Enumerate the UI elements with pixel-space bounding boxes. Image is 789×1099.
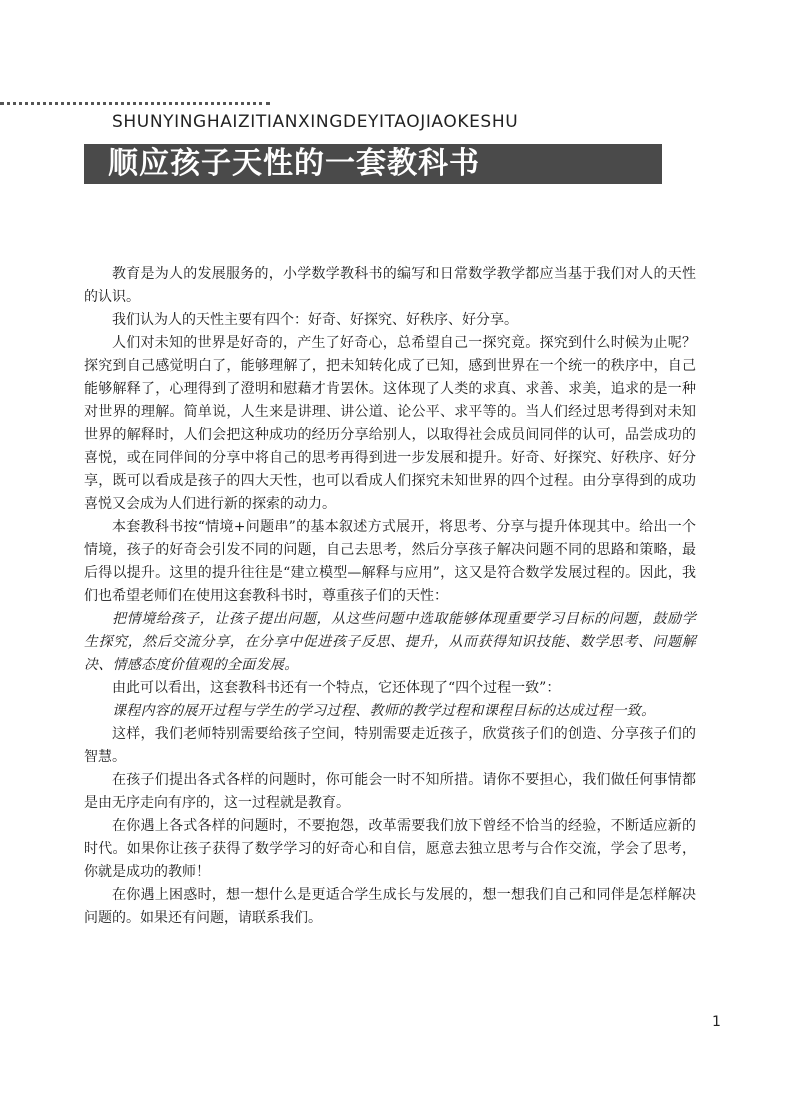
paragraph: 我们认为人的天性主要有四个：好奇、好探究、好秩序、好分享。 [112, 312, 518, 328]
paragraph-emphasis: 课程内容的展开过程与学生的学习过程、教师的教学过程和课程目标的达成过程一致。 [112, 703, 656, 719]
paragraph: 在孩子们提出各式各样的问题时，你可能会一时不知所措。请你不要担心，我们做任何事情都是由无序走向有序的，这一过程就是教育。 [84, 772, 696, 811]
paragraph: 在你遇上困惑时，想一想什么是更适合学生成长与发展的，想一想我们自己和同伴是怎样解决问题的。如果还有问题，请联系我们。 [84, 887, 696, 926]
dotted-rule [0, 102, 270, 105]
paragraph: 本套教科书按“情境+问题串”的基本叙述方式展开，将思考、分享与提升体现其中。给出一个情境，孩子的好奇会引发不同的问题，自己去思考，然后分享孩子解决问题不同的思路和策略，最后得以提升。这里的提升往往是“建立模型—解释与应用”，这又是符合数学发展过程的。因此，我们也希望老师们在使用这套教科书时，尊重孩子们的天性： [84, 519, 696, 604]
paragraph: 在你遇上各式各样的问题时，不要抱怨，改革需要我们放下曾经不恰当的经验，不断适应新的时代。如果你让孩子获得了数学学习的好奇心和自信，愿意去独立思考与合作交流，学会了思考，你就是成功的教师！ [84, 818, 696, 880]
paragraph: 这样，我们老师特别需要给孩子空间，特别需要走近孩子，欣赏孩子们的创造、分享孩子们的智慧。 [84, 726, 696, 765]
page-title: 顺应孩子天性的一套教科书 [108, 146, 480, 181]
paragraph: 人们对未知的世界是好奇的，产生了好奇心，总希望自己一探究竟。探究到什么时候为止呢？探究到自己感觉明白了，能够理解了，把未知转化成了已知，感到世界在一个统一的秩序中，自己能够解释了，心理得到了澄明和慰藉才肯罢休。这体现了人类的求真、求善、求美，追求的是一种对世界的理解。简单说，人生来是讲理、讲公道、论公平、求平等的。当人们经过思考得到对未知世界的解释时，人们会把这种成功的经历分享给别人，以取得社会成员间同伴的认可，品尝成功的喜悦，或在同伴间的分享中将自己的思考再得到进一步发展和提升。好奇、好探究、好秩序、好分享，既可以看成是孩子的四大天性，也可以看成人们探究未知世界的四个过程。由分享得到的成功喜悦又会成为人们进行新的探索的动力。 [84, 335, 696, 512]
paragraph-emphasis: 把情境给孩子，让孩子提出问题，从这些问题中选取能够体现重要学习目标的问题，鼓励学生探究，然后交流分享，在分享中促进孩子反思、提升，从而获得知识技能、数学思考、问题解决、情感态度价值观的全面发展。 [84, 611, 696, 673]
paragraph: 由此可以看出，这套教科书还有一个特点，它还体现了“四个过程一致”： [112, 680, 561, 696]
title-pinyin: SHUNYINGHAIZITIANXINGDEYITAOJIAOKESHU [112, 112, 519, 132]
paragraph: 教育是为人的发展服务的，小学数学教科书的编写和日常数学教学都应当基于我们对人的天性的认识。 [84, 266, 696, 305]
body-text [84, 263, 696, 930]
page-number: 1 [712, 1014, 721, 1030]
